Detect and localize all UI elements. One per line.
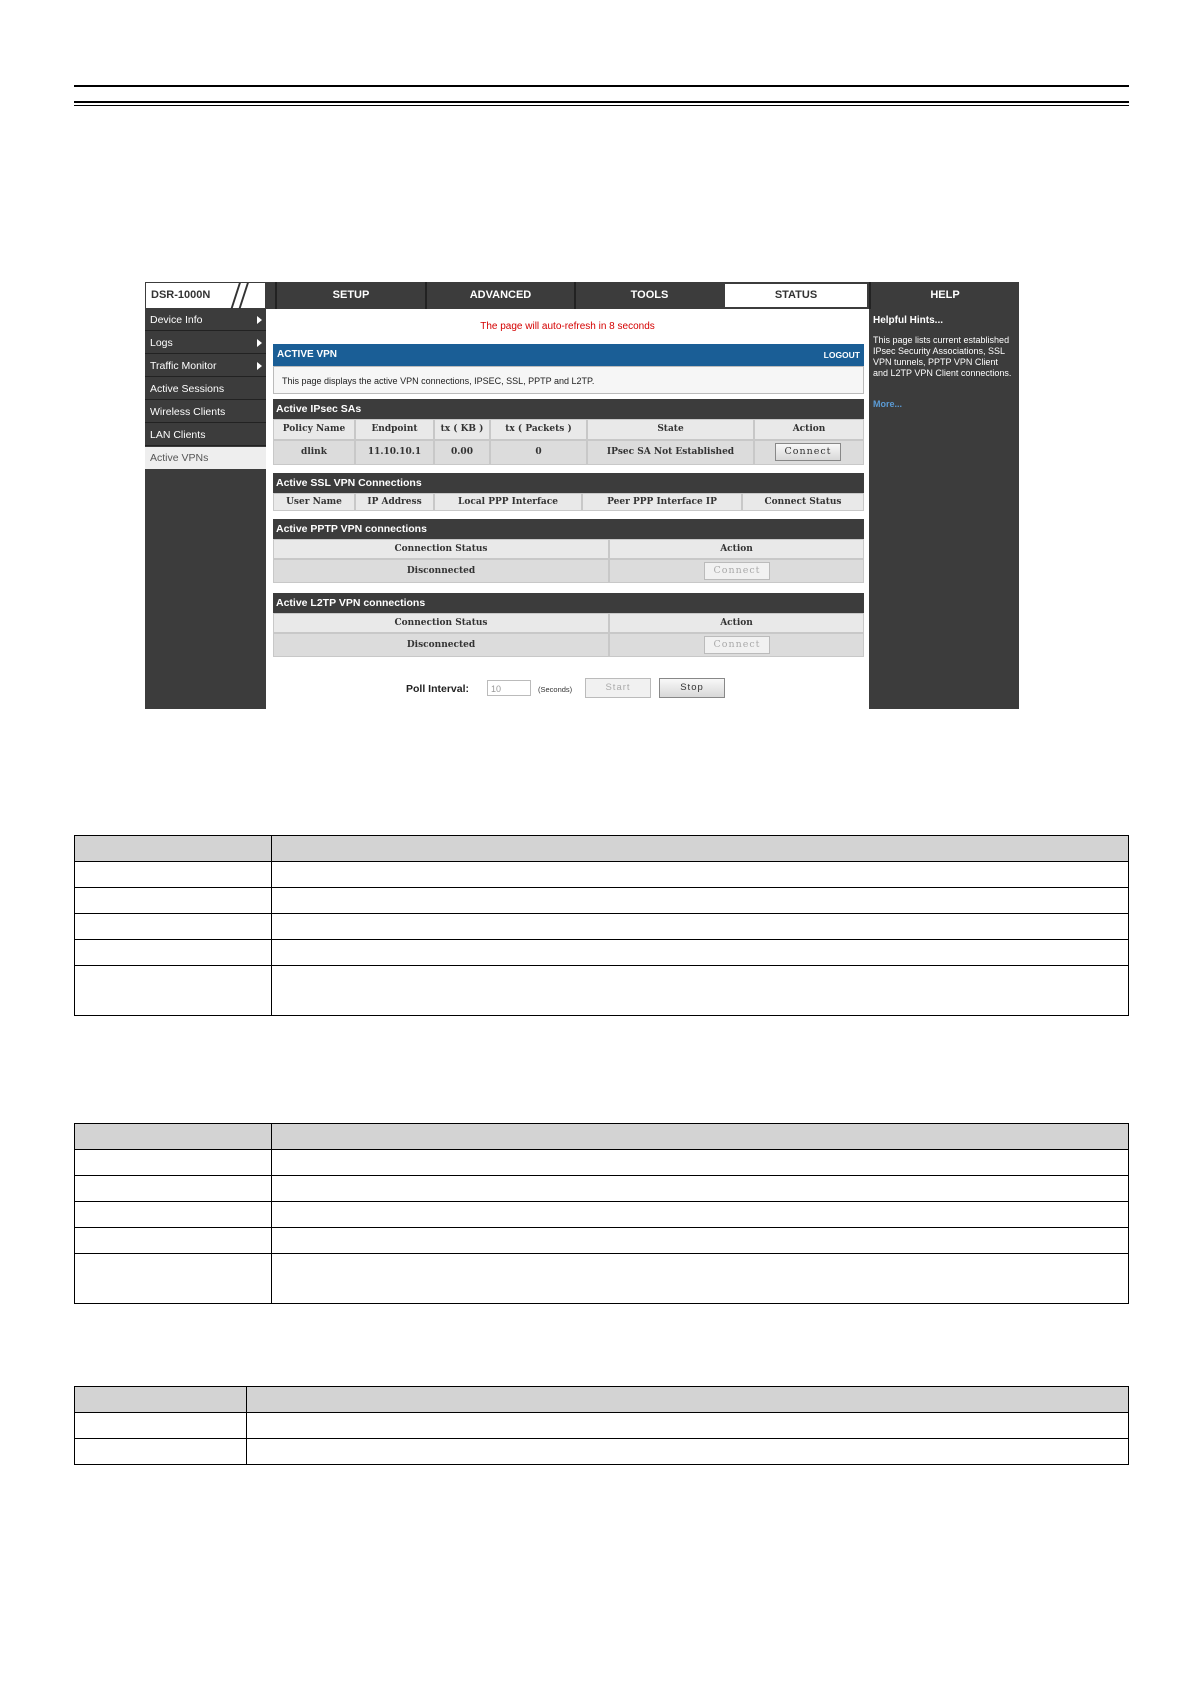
table-cell	[272, 862, 1129, 888]
table-header: tx ( Packets )	[491, 420, 586, 439]
ipsec-connect-button[interactable]: Connect	[775, 443, 841, 461]
table-row	[75, 1413, 1129, 1439]
field-table-2	[74, 1123, 1129, 1304]
table-cell	[75, 1150, 272, 1176]
table-row	[75, 1202, 1129, 1228]
table-header: tx ( KB )	[435, 420, 489, 439]
l2tp-section-title: Active L2TP VPN connections	[273, 593, 864, 613]
table-cell	[272, 1254, 1129, 1304]
pptp-section-title: Active PPTP VPN connections	[273, 519, 864, 539]
header-rule	[74, 101, 1129, 103]
table-cell	[272, 914, 1129, 940]
table-row	[75, 1439, 1129, 1465]
table-header: Action	[755, 420, 863, 439]
table-header: User Name	[274, 494, 354, 510]
page-description: This page displays the active VPN connections, IPSEC, SSL, PPTP and L2TP.	[273, 366, 864, 394]
top-navigation	[145, 282, 1019, 309]
table-row	[75, 1254, 1129, 1304]
table-header-row	[75, 836, 1129, 862]
ssl-section-title: Active SSL VPN Connections	[273, 473, 864, 493]
sidebar-item-label: Device Info	[150, 314, 203, 326]
table-cell	[75, 888, 272, 914]
table-cell: dlink	[274, 441, 354, 464]
pptp-table	[273, 539, 864, 583]
table-row	[75, 888, 1129, 914]
sidebar-item-device-info[interactable]	[145, 309, 266, 331]
table-header	[75, 1124, 272, 1150]
l2tp-connect-button[interactable]: Connect	[704, 636, 770, 654]
table-cell	[75, 1439, 247, 1465]
table-cell	[75, 1228, 272, 1254]
ssl-table	[273, 493, 864, 511]
table-cell	[272, 1202, 1129, 1228]
table-header	[272, 1124, 1129, 1150]
table-header: Connection Status	[274, 540, 608, 558]
table-cell	[75, 940, 272, 966]
table-header	[272, 836, 1129, 862]
table-cell	[75, 862, 272, 888]
table-cell	[272, 1228, 1129, 1254]
table-header: IP Address	[356, 494, 433, 510]
ipsec-table	[273, 419, 864, 465]
table-header: Action	[610, 540, 863, 558]
table-row	[75, 862, 1129, 888]
poll-interval-input[interactable]: 10	[487, 680, 531, 696]
header-rule-thin	[74, 105, 1129, 106]
field-table-3	[74, 1386, 1129, 1465]
table-cell	[272, 1150, 1129, 1176]
table-cell	[610, 634, 863, 656]
table-header-row	[75, 1124, 1129, 1150]
tab-status[interactable]: STATUS	[723, 282, 869, 309]
model-logo	[145, 282, 266, 309]
table-cell	[272, 888, 1129, 914]
table-cell	[272, 1176, 1129, 1202]
table-cell	[75, 1176, 272, 1202]
sidebar-item-lan-clients[interactable]: LAN Clients	[145, 424, 266, 446]
table-cell	[755, 441, 863, 464]
table-header: State	[588, 420, 753, 439]
table-cell: 0.00	[435, 441, 489, 464]
field-table-1	[74, 835, 1129, 1016]
table-header	[247, 1387, 1129, 1413]
table-header: Connection Status	[274, 614, 608, 632]
help-more-link[interactable]: More...	[873, 399, 903, 409]
main-content	[266, 309, 869, 709]
table-row	[75, 1228, 1129, 1254]
table-cell: Disconnected	[274, 560, 608, 582]
model-name: DSR-1000N	[151, 289, 211, 301]
sidebar-item-active-sessions[interactable]: Active Sessions	[145, 378, 266, 400]
help-body: This page lists current established IPsec Security Associations, SSL VPN tunnels, PPTP VPN Client and L2TP VPN Client connections.	[873, 335, 1012, 378]
table-cell: IPsec SA Not Established	[588, 441, 753, 464]
tab-tools[interactable]: TOOLS	[574, 282, 723, 309]
table-header: Policy Name	[274, 420, 354, 439]
sidebar-item-active-vpns[interactable]: Active VPNs	[145, 447, 266, 469]
table-cell	[247, 1413, 1129, 1439]
table-cell	[272, 966, 1129, 1016]
table-row	[75, 914, 1129, 940]
refresh-notice: The page will auto-refresh in 8 seconds	[480, 321, 655, 332]
sidebar-item-label: Logs	[150, 337, 173, 349]
table-header: Connect Status	[743, 494, 863, 510]
table-header	[75, 1387, 247, 1413]
page-title: ACTIVE VPN	[277, 349, 338, 360]
poll-interval-label: Poll Interval:	[406, 683, 470, 695]
table-header: Endpoint	[356, 420, 433, 439]
table-header	[75, 836, 272, 862]
table-cell	[272, 940, 1129, 966]
table-header: Local PPP Interface	[435, 494, 581, 510]
pptp-connect-button[interactable]: Connect	[704, 562, 770, 580]
chevron-right-icon	[257, 339, 262, 347]
tab-advanced[interactable]: ADVANCED	[425, 282, 574, 309]
table-header: Action	[610, 614, 863, 632]
start-button[interactable]: Start	[585, 678, 651, 698]
table-cell	[75, 966, 272, 1016]
table-cell: 11.10.10.1	[356, 441, 433, 464]
table-cell	[75, 1254, 272, 1304]
table-cell	[75, 914, 272, 940]
table-cell	[75, 1202, 272, 1228]
table-row	[75, 1150, 1129, 1176]
table-cell	[610, 560, 863, 582]
help-panel	[869, 309, 1019, 709]
l2tp-table	[273, 613, 864, 657]
page-title-bar	[273, 344, 864, 366]
table-cell	[247, 1439, 1129, 1465]
ipsec-section-title: Active IPsec SAs	[273, 399, 864, 419]
chevron-right-icon	[257, 362, 262, 370]
table-cell: Disconnected	[274, 634, 608, 656]
poll-interval-unit: (Seconds)	[538, 685, 573, 694]
sidebar-item-wireless-clients[interactable]: Wireless Clients	[145, 401, 266, 423]
table-row	[75, 966, 1129, 1016]
chevron-right-icon	[257, 316, 262, 324]
stop-button[interactable]: Stop	[659, 678, 725, 698]
sidebar-item-label: Traffic Monitor	[150, 360, 217, 372]
router-screenshot	[145, 282, 1019, 709]
table-row	[75, 940, 1129, 966]
sidebar-item-traffic-monitor[interactable]	[145, 355, 266, 377]
logout-link[interactable]: LOGOUT	[823, 350, 860, 360]
tab-setup[interactable]: SETUP	[275, 282, 425, 309]
table-cell	[75, 1413, 247, 1439]
table-header-row	[75, 1387, 1129, 1413]
sidebar	[145, 309, 266, 709]
tab-help[interactable]: HELP	[869, 282, 1019, 309]
help-title: Helpful Hints...	[873, 315, 943, 326]
table-header: Peer PPP Interface IP	[583, 494, 741, 510]
table-row	[75, 1176, 1129, 1202]
table-cell: 0	[491, 441, 586, 464]
sidebar-item-logs[interactable]	[145, 332, 266, 354]
top-rule	[74, 85, 1129, 87]
